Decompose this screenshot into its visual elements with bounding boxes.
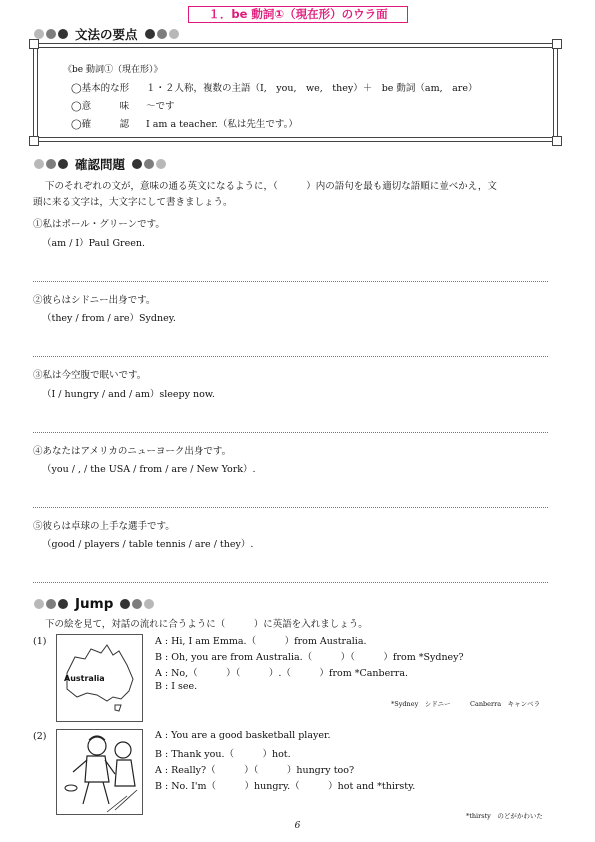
- question-jp: ②彼らはシドニー出身です。: [33, 295, 156, 306]
- dialogue-line: A : No,（ ）（ ）.（ ）from *Canberra.: [155, 668, 408, 679]
- dot-icon: [120, 599, 130, 609]
- map-label: Australia: [64, 674, 105, 683]
- grammar-box-title: 《be 動詞①（現在形）》: [63, 65, 163, 75]
- grammar-row-label: ◯確 認: [71, 119, 130, 130]
- dot-icon: [46, 159, 56, 169]
- answer-line[interactable]: [33, 507, 548, 508]
- question-words: （they / from / are）Sydney.: [42, 313, 176, 324]
- question-words: （am / I）Paul Green.: [42, 238, 145, 249]
- page-number: 6: [294, 821, 301, 831]
- q2-number: (2): [33, 731, 47, 742]
- question-jp: ④あなたはアメリカのニューヨーク出身です。: [33, 446, 232, 457]
- page-title: １．be 動詞①（現在形）のウラ面: [188, 6, 408, 23]
- answer-line[interactable]: [33, 582, 548, 583]
- dot-icon: [58, 159, 68, 169]
- answer-line[interactable]: [33, 356, 548, 357]
- dot-icon: [34, 159, 44, 169]
- dot-icon: [34, 599, 44, 609]
- dialogue-line: B : No. I'm（ ）hungry.（ ）hot and *thirsty.: [155, 781, 416, 792]
- dialogue-line: B : I see.: [155, 681, 198, 692]
- grammar-row-text: ～です: [146, 101, 175, 112]
- question-jp: ①私はポール・グリーンです。: [33, 219, 165, 230]
- grammar-row-text: １・２人称，複数の主語（I, you, we, they）＋ be 動詞（am, are）: [146, 83, 478, 94]
- dialogue-line: A : You are a good basketball player.: [155, 730, 331, 741]
- corner-ornament: [552, 39, 562, 49]
- dot-icon: [144, 599, 154, 609]
- check-instruction: 頭に来る文字は，大文字にして書きましょう。: [33, 197, 233, 208]
- corner-ornament: [552, 136, 562, 146]
- dot-icon: [132, 159, 142, 169]
- grammar-row-label: ◯基本的な形: [71, 83, 130, 94]
- grammar-row-label: ◯意 味: [71, 101, 130, 112]
- jump-heading-label: Jump: [75, 596, 114, 612]
- grammar-heading: [34, 25, 181, 43]
- question-jp: ⑤彼らは卓球の上手な選手です。: [33, 521, 175, 532]
- dot-icon: [46, 29, 56, 39]
- basketball-players-picture: [56, 729, 143, 815]
- dot-icon: [156, 159, 166, 169]
- answer-line[interactable]: [33, 432, 548, 433]
- question-words: （you / , / the USA / from / are / New York）.: [42, 464, 256, 475]
- q1-number: (1): [33, 636, 47, 647]
- dot-icon: [34, 29, 44, 39]
- dot-icon: [169, 29, 179, 39]
- vocab-note: *Sydney シドニー Canberra キャンベラ: [391, 700, 541, 708]
- question-jp: ③私は今空腹で眠いです。: [33, 370, 147, 381]
- answer-line[interactable]: [33, 281, 548, 282]
- vocab-note: *thirsty のどがかわいた: [466, 812, 543, 820]
- dot-icon: [132, 599, 142, 609]
- grammar-heading-label: 文法の要点: [75, 27, 138, 42]
- dialogue-line: A : Hi, I am Emma.（ ）from Australia.: [155, 636, 367, 647]
- jump-heading: [34, 596, 156, 612]
- dot-icon: [144, 159, 154, 169]
- dialogue-line: B : Oh, you are from Australia.（ ）（ ）from *Sydney?: [155, 652, 464, 663]
- dot-icon: [58, 599, 68, 609]
- dot-icon: [157, 29, 167, 39]
- check-instruction: 下のそれぞれの文が，意味の通る英文になるように，（ ）内の語句を最も適切な語順に並べかえ，文: [45, 181, 497, 192]
- question-words: （good / players / table tennis / are / they）.: [42, 539, 254, 550]
- dialogue-line: A : Really?（ ）（ ）hungry too?: [155, 765, 355, 776]
- corner-ornament: [29, 39, 39, 49]
- question-words: （I / hungry / and / am）sleepy now.: [42, 389, 215, 400]
- check-heading: [34, 155, 168, 173]
- players-illustration-icon: [57, 730, 142, 814]
- grammar-row-text: I am a teacher.（私は先生です。）: [146, 119, 298, 130]
- dot-icon: [58, 29, 68, 39]
- corner-ornament: [29, 136, 39, 146]
- dot-icon: [46, 599, 56, 609]
- check-heading-label: 確認問題: [75, 157, 126, 172]
- jump-instruction: 下の絵を見て，対話の流れに合うように（ ）に英語を入れましょう。: [45, 619, 368, 630]
- dialogue-line: B : Thank you.（ ）hot.: [155, 749, 291, 760]
- dot-icon: [145, 29, 155, 39]
